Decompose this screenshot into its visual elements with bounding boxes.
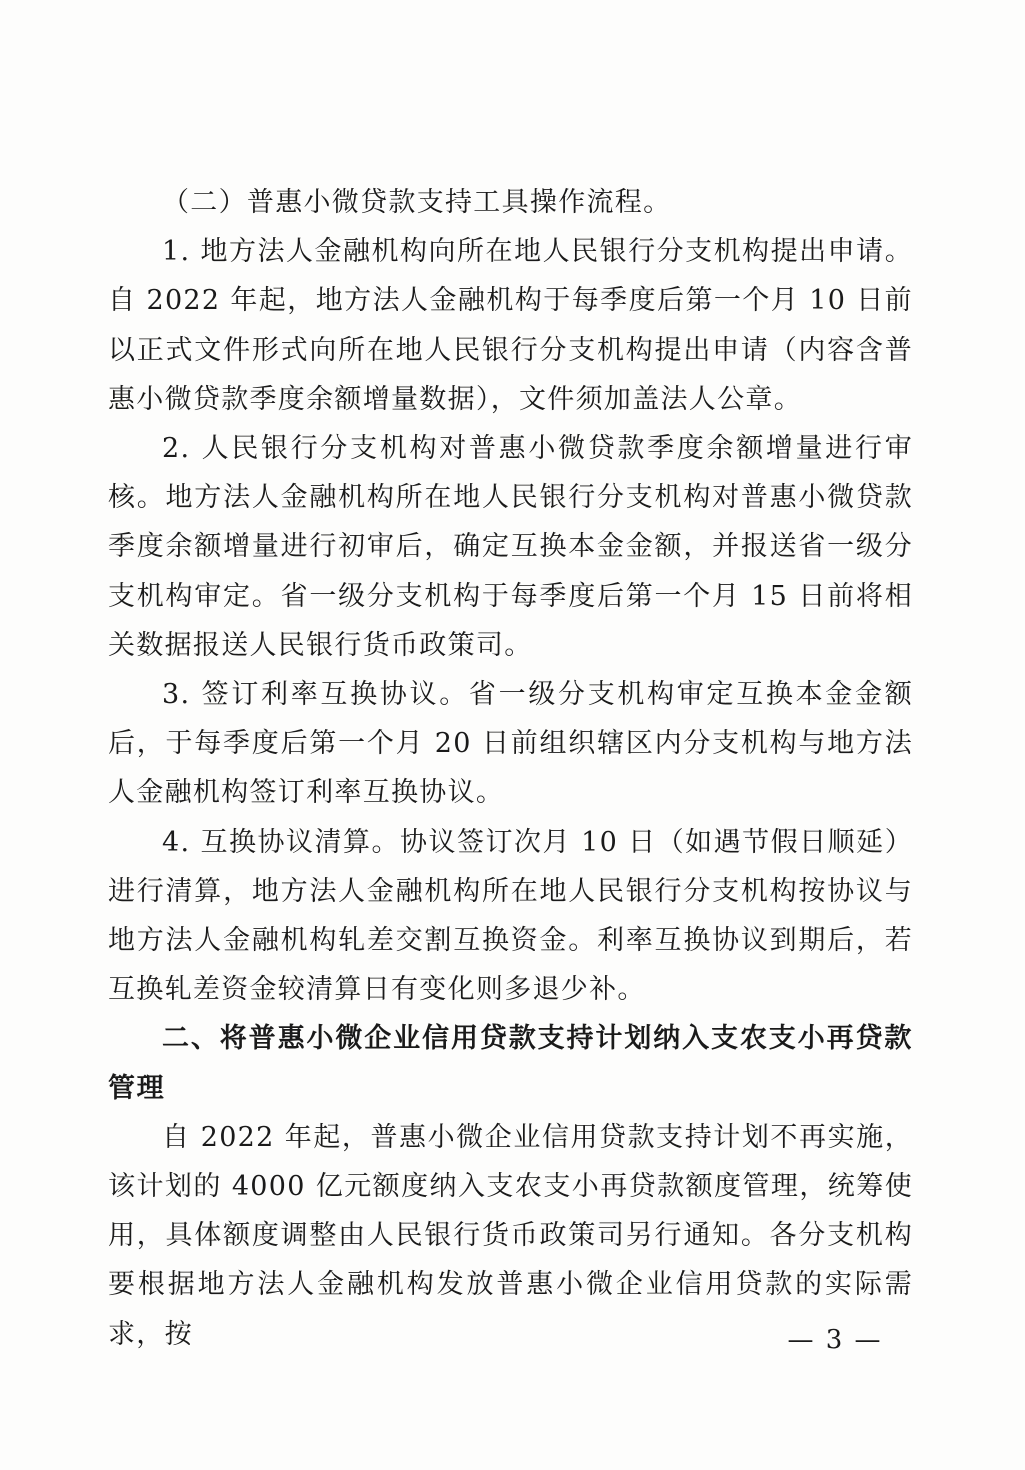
- paragraph-step-3: 3. 签订利率互换协议。省一级分支机构审定互换本金金额后，于每季度后第一个月 20 日前组织辖区内分支机构与地方法人金融机构签订利率互换协议。: [108, 679, 913, 809]
- page-number: — 3 —: [787, 1325, 883, 1355]
- paragraph-step-1: 1. 地方法人金融机构向所在地人民银行分支机构提出申请。自 2022 年起，地方法人金融机构于每季度后第一个月 10 日前以正式文件形式向所在地人民银行分支机构提出申请（内容含普惠小微贷款季度余额增量数据），文件须加盖法人公章。: [108, 236, 913, 415]
- sub-heading: （二）普惠小微贷款支持工具操作流程。: [162, 187, 672, 218]
- section-heading: 二、将普惠小微企业信用贷款支持计划纳入支农支小再贷款管理: [108, 1023, 913, 1104]
- paragraph-section-two: 自 2022 年起，普惠小微企业信用贷款支持计划不再实施，该计划的 4000 亿元额度纳入支农支小再贷款额度管理，统筹使用，具体额度调整由人民银行货币政策司另行通知。各分支机构要根据地方法人金融机构发放普惠小微企业信用贷款的实际需求，按: [108, 1121, 913, 1350]
- document-body: [108, 178, 913, 1359]
- paragraph-step-2: 2. 人民银行分支机构对普惠小微贷款季度余额增量进行审核。地方法人金融机构所在地人民银行分支机构对普惠小微贷款季度余额增量进行初审后，确定互换本金金额，并报送省一级分支机构审定。省一级分支机构于每季度后第一个月 15 日前将相关数据报送人民银行货币政策司。: [108, 433, 913, 661]
- paragraph-step-4: 4. 互换协议清算。协议签订次月 10 日（如遇节假日顺延）进行清算，地方法人金融机构所在地人民银行分支机构按协议与地方法人金融机构轧差交割互换资金。利率互换协议到期后，若互换轧差资金较清算日有变化则多退少补。: [108, 826, 913, 1006]
